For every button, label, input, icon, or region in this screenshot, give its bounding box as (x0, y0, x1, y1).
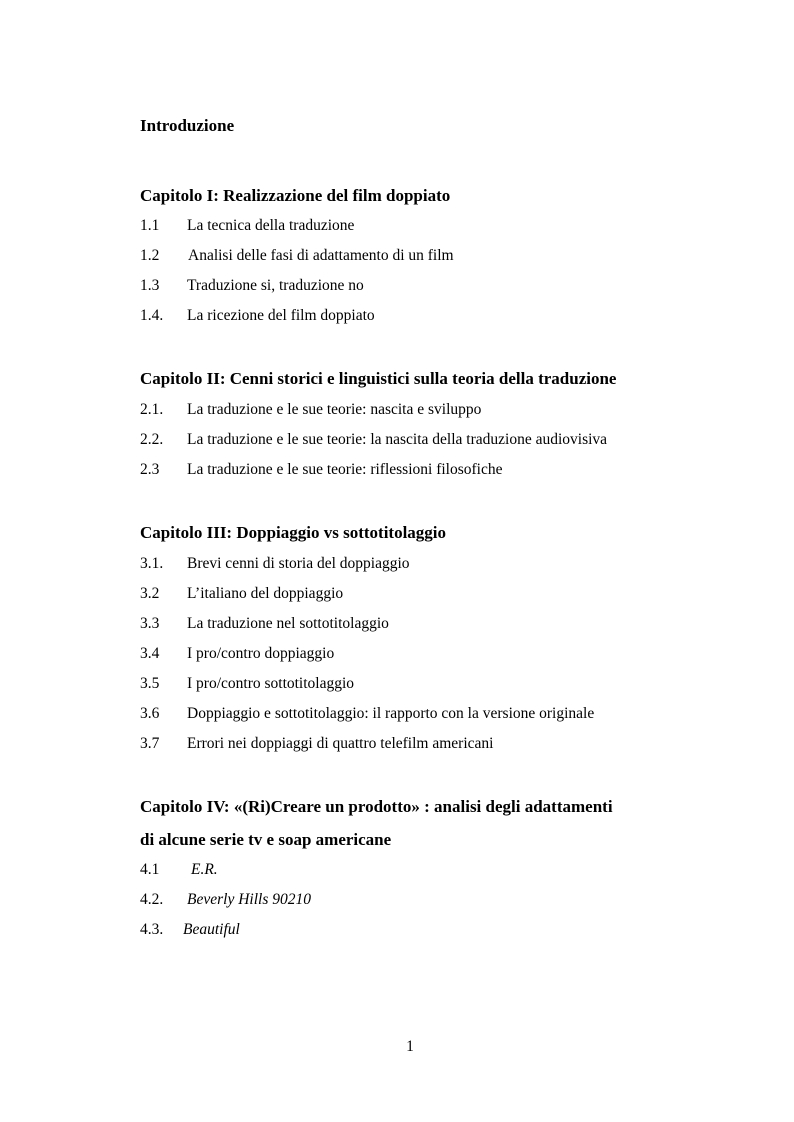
toc-entry-title: Doppiaggio e sottotitolaggio: il rapporto con la versione originale (187, 705, 595, 722)
toc-entry-title: Analisi delle fasi di adattamento di un film (188, 247, 454, 264)
toc-entry-number: 1.3 (140, 277, 160, 294)
toc-entry-title: La traduzione e le sue teorie: riflessioni filosofiche (187, 461, 503, 478)
chapter-4-heading-line-2: di alcune serie tv e soap americane (140, 830, 392, 849)
toc-entry-title: Errori nei doppiaggi di quattro telefilm americani (187, 735, 494, 752)
toc-entry-title: La tecnica della traduzione (187, 217, 355, 234)
chapter-1-heading: Capitolo I: Realizzazione del film doppiato (140, 186, 451, 205)
toc-entry-number: 4.1 (140, 861, 160, 878)
toc-entry-title: Beverly Hills 90210 (187, 891, 311, 908)
toc-entry-title: Beautiful (183, 921, 240, 938)
chapter-2-heading: Capitolo II: Cenni storici e linguistici sulla teoria della traduzione (140, 369, 617, 388)
toc-entry-number: 2.1. (140, 401, 164, 418)
toc-entry-title: I pro/contro doppiaggio (187, 645, 335, 662)
toc-entry-number: 3.7 (140, 735, 160, 752)
toc-entry-number: 4.3. (140, 921, 164, 938)
toc-entry-number: 3.3 (140, 615, 160, 632)
toc-entry-title: La traduzione e le sue teorie: nascita e sviluppo (187, 401, 482, 418)
toc-entry-number: 3.2 (140, 585, 160, 602)
toc-entry-title: La traduzione e le sue teorie: la nascita della traduzione audiovisiva (187, 431, 608, 448)
toc-entry-number: 4.2. (140, 891, 164, 908)
toc-entry-number: 1.1 (140, 217, 160, 234)
toc-entry-title: Brevi cenni di storia del doppiaggio (187, 555, 410, 572)
toc-entry-title: E.R. (191, 861, 218, 878)
toc-entry-number: 2.2. (140, 431, 164, 448)
toc-entry-title: La ricezione del film doppiato (187, 307, 375, 324)
toc-entry-title: L’italiano del doppiaggio (187, 585, 344, 602)
toc-entry-number: 3.4 (140, 645, 160, 662)
chapter-3-heading: Capitolo III: Doppiaggio vs sottotitolaggio (140, 523, 447, 542)
toc-entry-number: 3.5 (140, 675, 160, 692)
toc-entry-title: La traduzione nel sottotitolaggio (187, 615, 389, 632)
toc-entry-title: Traduzione si, traduzione no (187, 277, 364, 294)
toc-entry-number: 3.6 (140, 705, 160, 722)
introduction-heading: Introduzione (140, 116, 235, 135)
page-number: 1 (406, 1038, 414, 1055)
toc-entry-number: 2.3 (140, 461, 160, 478)
toc-entry-title: I pro/contro sottotitolaggio (187, 675, 355, 692)
toc-entry-number: 1.4. (140, 307, 164, 324)
toc-entry-number: 1.2 (140, 247, 160, 264)
toc-entry-number: 3.1. (140, 555, 164, 572)
chapter-4-heading-line-1: Capitolo IV: «(Ri)Creare un prodotto» : analisi degli adattamenti (140, 797, 613, 816)
